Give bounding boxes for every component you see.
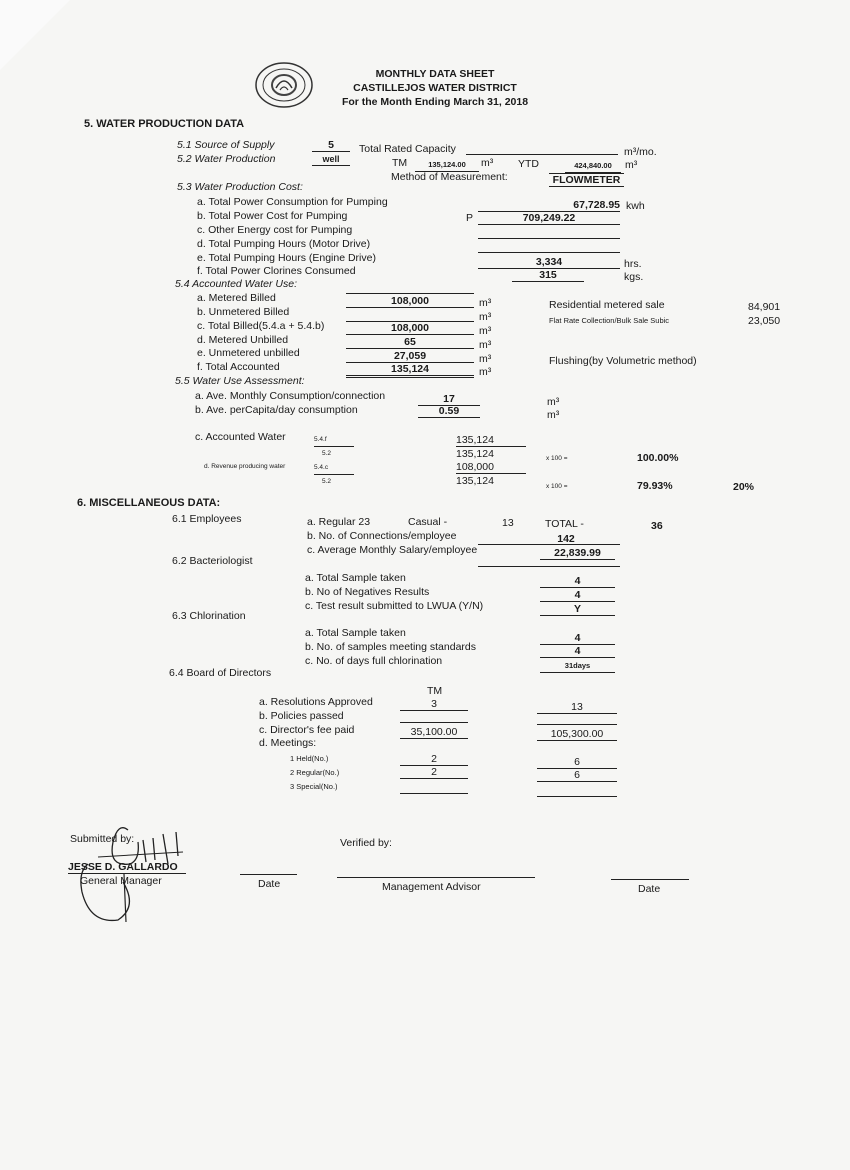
residential-sale-value: 84,901 [748,301,781,313]
acc-d-value: 65 [346,336,474,349]
tm-unit: m³ [481,157,494,169]
acc-bottom-line [346,377,474,378]
bact-c-label: c. Test result submitted to LWUA (Y/N) [305,600,484,612]
advisor-line [337,877,535,878]
revenue-water-label: d. Revenue producing water [204,463,286,470]
accounted-water-percent: 100.00% [637,452,679,464]
flat-rate-label: Flat Rate Collection/Bulk Sale Subic [549,316,670,325]
acc-f-value: 135,124 [346,363,474,376]
accounted-water-num-value: 135,124 [456,434,526,447]
cost-f-value: 315 [512,269,584,282]
acc-c-unit: m³ [479,325,492,337]
bact-c-value: Y [540,603,615,616]
acc-a-unit: m³ [479,297,492,309]
water-production-source: well [312,153,350,166]
board-c-label: c. Director's fee paid [259,724,355,736]
employees-b-label: b. No. of Connections/employee [307,530,457,542]
chlor-a-value: 4 [540,632,615,645]
cost-e-unit: hrs. [624,258,642,270]
signatory-position: General Manager [80,875,162,887]
accounted-water-label: c. Accounted Water [195,431,286,443]
accounted-water-use-label: 5.4 Accounted Water Use: [175,278,297,290]
cost-d-line [478,252,620,253]
flat-rate-value: 23,050 [748,315,781,327]
district-name: CASTILLEJOS WATER DISTRICT [353,82,517,94]
accounted-water-multiplier: x 100 = [546,455,568,462]
rated-capacity-unit: m³/mo. [624,146,657,158]
revenue-water-multiplier: x 100 = [546,483,568,490]
board-d3-label: 3 Special(No.) [290,782,338,791]
cost-b-prefix: P [466,212,474,224]
cost-f-label: f. Total Power Clorines Consumed [197,265,356,277]
acc-b-unit: m³ [479,311,492,323]
assessment-b-label: b. Ave. perCapita/day consumption [195,404,358,416]
assessment-a-unit: m³ [547,396,560,408]
revenue-water-num-value: 108,000 [456,461,526,474]
board-c-tm: 35,100.00 [400,726,468,739]
acc-c-value: 108,000 [346,322,474,335]
assessment-b-value: 0.59 [418,405,480,418]
bact-b-label: b. No of Negatives Results [305,586,430,598]
acc-f-label: f. Total Accounted [197,361,280,373]
employees-total-value: 36 [651,520,663,532]
acc-a-value: 108,000 [346,295,474,308]
ytd-production-value: 424,840.00 [565,160,621,173]
acc-b-label: b. Unmetered Billed [197,306,290,318]
cost-e-label: e. Total Pumping Hours (Engine Drive) [197,252,376,264]
cost-c-line [478,238,620,239]
acc-e-value: 27,059 [346,350,474,363]
ytd-unit: m³ [625,159,638,171]
bact-a-label: a. Total Sample taken [305,572,406,584]
rated-capacity-line [466,154,618,155]
section6-heading: 6. MISCELLANEOUS DATA: [77,497,221,509]
folded-corner [0,0,70,70]
chlor-b-label: b. No. of samples meeting standards [305,641,477,653]
flushing-label: Flushing(by Volumetric method) [549,355,697,367]
chlor-a-label: a. Total Sample taken [305,627,406,639]
revenue-water-den-value: 135,124 [456,475,494,487]
board-a-label: a. Resolutions Approved [259,696,373,708]
signatory-name: JESSE D. GALLARDO [68,861,186,874]
board-d3-ytd-line [537,796,617,797]
method-label: Method of Measurement: [391,171,508,183]
board-d1-label: 1 Held(No.) [290,754,329,763]
bacteriologist-label: 6.2 Bacteriologist [172,555,253,567]
employees-c-label: c. Average Monthly Salary/employee [307,544,478,556]
date1-line [240,874,297,875]
cost-d-label: d. Total Pumping Hours (Motor Drive) [197,238,371,250]
revenue-water-percent: 79.93% [637,480,673,492]
employees-label: 6.1 Employees [172,513,242,525]
date1-label: Date [258,878,281,890]
board-d2-ytd: 6 [537,769,617,782]
production-cost-label: 5.3 Water Production Cost: [177,181,303,193]
source-of-supply-label: 5.1 Source of Supply [177,139,275,151]
assessment-a-label: a. Ave. Monthly Consumption/connection [195,390,386,402]
employees-casual-label: Casual - [408,516,448,528]
board-b-tm-line [400,722,468,723]
accounted-water-den-value: 135,124 [456,448,494,460]
chlor-c-value: 31days [540,660,615,673]
cost-e-value: 3,334 [478,256,620,269]
board-label: 6.4 Board of Directors [169,667,272,679]
verified-by-label: Verified by: [340,837,392,849]
board-a-tm: 3 [400,698,468,711]
revenue-water-den-ref: 5.2 [322,478,332,485]
cost-a-value: 67,728.95 [478,199,620,212]
date2-line [611,879,689,880]
assessment-a-value: 17 [418,393,480,406]
board-d1-tm: 2 [400,753,468,766]
residential-sale-label: Residential metered sale [549,299,665,311]
section5-heading: 5. WATER PRODUCTION DATA [84,118,245,130]
chlor-b-value: 4 [540,645,615,658]
accounted-water-num-ref: 5.4.f [314,434,354,447]
bact-a-value: 4 [540,575,615,588]
tm-label: TM [392,157,408,169]
period-line: For the Month Ending March 31, 2018 [341,96,529,108]
non-revenue-percent: 20% [733,481,755,493]
method-value: FLOWMETER [549,173,624,187]
acc-d-label: d. Metered Unbilled [197,334,289,346]
acc-c-label: c. Total Billed(5.4.a + 5.4.b) [197,320,325,332]
cost-c-label: c. Other Energy cost for Pumping [197,224,353,236]
employees-b-value: 142 [557,533,575,545]
acc-f-unit: m³ [479,366,492,378]
assessment-b-unit: m³ [547,409,560,421]
submitted-by-label: Submitted by: [70,833,135,845]
tm-production-value: 135,124.00 [415,159,479,172]
board-a-ytd: 13 [537,701,617,714]
bact-b-value: 4 [540,589,615,602]
board-d2-label: 2 Regular(No.) [290,768,340,777]
acc-e-label: e. Unmetered unbilled [197,347,300,359]
board-tm-heading: TM [427,685,443,697]
source-of-supply-value: 5 [312,139,350,152]
acc-d-unit: m³ [479,339,492,351]
employees-casual-value: 13 [502,517,514,529]
acc-e-unit: m³ [479,353,492,365]
cost-b-value: 709,249.22 [478,212,620,225]
acc-a-label: a. Metered Billed [197,292,276,304]
revenue-water-num-ref: 5.4.c [314,462,354,475]
board-c-ytd: 105,300.00 [537,728,617,741]
date2-label: Date [638,883,661,895]
board-d-label: d. Meetings: [259,737,317,749]
cost-a-unit: kwh [626,200,645,212]
water-district-seal [254,60,314,110]
sheet-title: MONTHLY DATA SHEET [375,68,495,80]
board-d3-tm-line [400,793,468,794]
board-d2-tm: 2 [400,766,468,779]
board-b-label: b. Policies passed [259,710,344,722]
cost-f-unit: kgs. [624,271,644,283]
employees-total-label: TOTAL - [545,518,584,530]
water-use-assessment-label: 5.5 Water Use Assessment: [175,375,305,387]
board-d1-ytd: 6 [537,756,617,769]
rated-capacity-label: Total Rated Capacity [359,143,456,155]
ytd-label: YTD [518,158,539,170]
cost-a-label: a. Total Power Consumption for Pumping [197,196,388,208]
employees-regular: a. Regular 23 [307,516,371,528]
acc-top-line [346,293,474,294]
bact-top-line [478,566,620,567]
water-production-label: 5.2 Water Production [177,153,276,165]
advisor-label: Management Advisor [382,881,481,893]
board-b-ytd-line [537,724,617,725]
employees-c-value: 22,839.99 [540,547,615,560]
cost-b-label: b. Total Power Cost for Pumping [197,210,348,222]
accounted-water-den-ref: 5.2 [322,450,332,457]
chlorination-label: 6.3 Chlorination [172,610,246,622]
chlor-c-label: c. No. of days full chlorination [305,655,443,667]
